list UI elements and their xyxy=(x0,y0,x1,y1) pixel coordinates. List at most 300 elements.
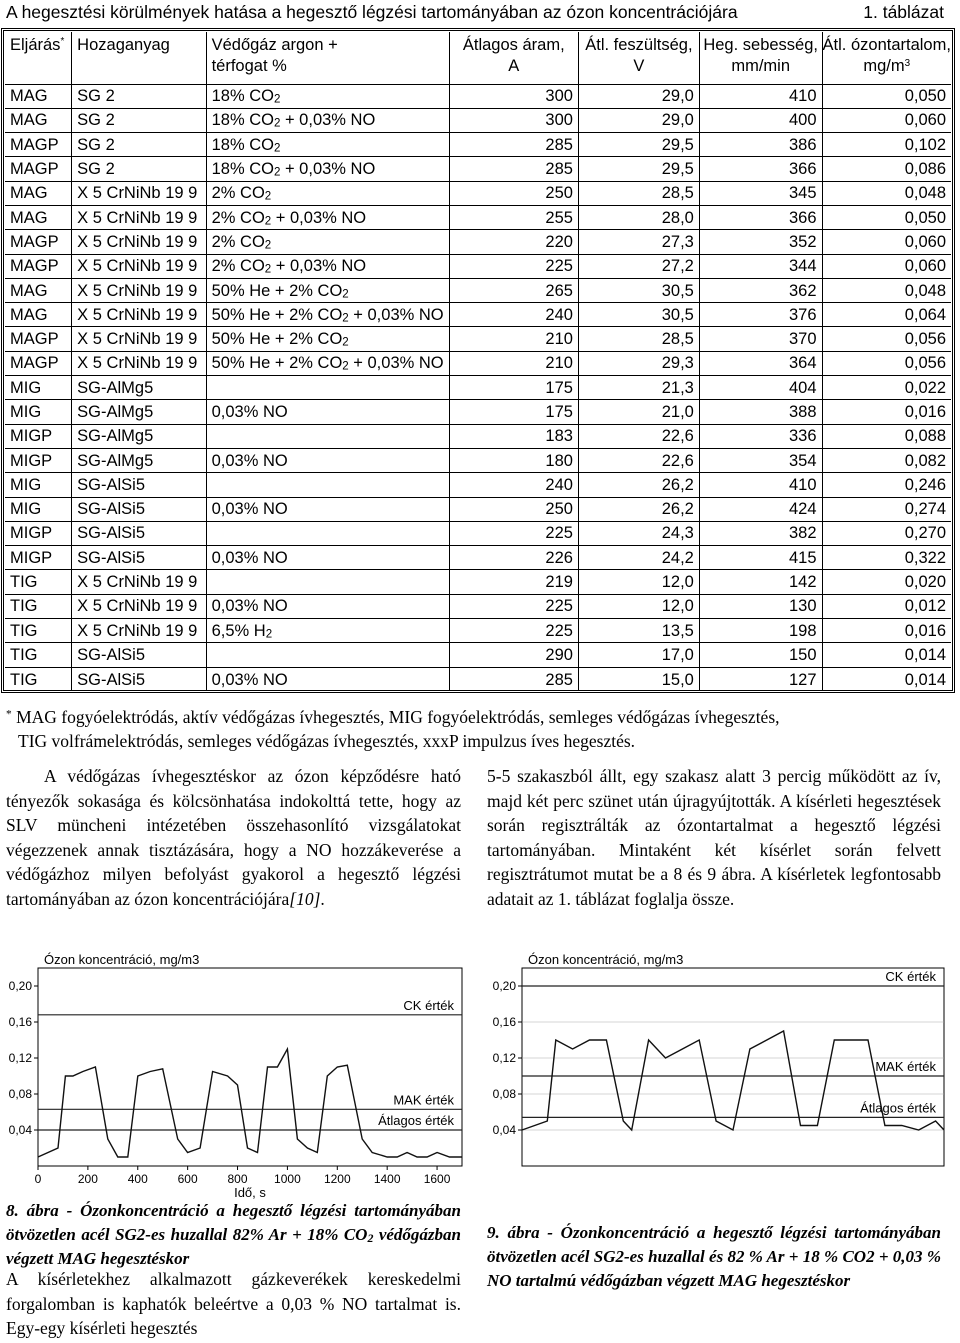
cell-ozone: 0,322 xyxy=(822,546,951,570)
cell-filler: X 5 CrNiNb 19 9 xyxy=(72,181,206,205)
cell-current: 285 xyxy=(449,157,578,181)
cell-voltage: 29,3 xyxy=(578,351,699,375)
cell-gas xyxy=(206,84,449,108)
y-tick-label: 0,08 xyxy=(492,1087,516,1101)
cell-process: MAGP xyxy=(5,230,72,254)
y-tick-label: 0,20 xyxy=(492,979,516,993)
cell-voltage: 13,5 xyxy=(578,619,699,643)
cell-voltage: 28,5 xyxy=(578,327,699,351)
cell-gas-sub: 2 xyxy=(264,215,272,228)
y-tick-label: 0,04 xyxy=(492,1123,516,1137)
cell-ozone: 0,082 xyxy=(822,448,951,472)
cell-speed: 345 xyxy=(699,181,822,205)
cell-gas xyxy=(206,667,449,691)
y-tick-label: 0,16 xyxy=(492,1015,516,1029)
table-title-text: A hegesztési körülmények hatása a hegesztő légzési tartományában az ózon koncentrációjára xyxy=(6,2,738,22)
cell-process: MIG xyxy=(5,376,72,400)
cell-voltage: 21,0 xyxy=(578,400,699,424)
chart-title: Ózon koncentráció, mg/m3 xyxy=(44,952,200,967)
cell-speed: 127 xyxy=(699,667,822,691)
cell-process: MAG xyxy=(5,84,72,108)
cell-filler: X 5 CrNiNb 19 9 xyxy=(72,327,206,351)
cell-gas xyxy=(206,594,449,618)
cell-current: 225 xyxy=(449,521,578,545)
cell-voltage: 28,5 xyxy=(578,181,699,205)
cell-gas-sub: 2 xyxy=(273,166,281,179)
cell-gas-text: 50% He + 2% CO xyxy=(211,281,343,300)
cell-speed: 336 xyxy=(699,424,822,448)
cell-voltage: 21,3 xyxy=(578,376,699,400)
cell-ozone: 0,102 xyxy=(822,133,951,157)
cell-ozone: 0,016 xyxy=(822,619,951,643)
table-title xyxy=(6,0,952,24)
footnote xyxy=(6,705,954,753)
body-after-figure8: A kísérletekhez alkalmazott gázkeverékek kereskedelmi forgalomban is kaphatók beleértve a 0,03 % NO tartalmat is. Egy-egy kísérleti hegesztés xyxy=(6,1269,461,1339)
figure9-caption-text: - Ózonkoncentráció a hegesztő légzési tartományában ötvözetlen acél SG2-es huzallal és 82 % Ar + 18 % CO2 + 0,03 % NO tartalmú védőgázban végzett MAG hegesztéskor xyxy=(487,1223,942,1290)
cell-filler: SG-AlSi5 xyxy=(72,643,206,667)
footnote-line2: TIG volfrámelektródás, semleges védőgázas ívhegesztés, xxxP impulzus íves hegesztés. xyxy=(18,731,636,751)
cell-speed: 142 xyxy=(699,570,822,594)
cell-gas-sub: 2 xyxy=(342,336,349,349)
table-row xyxy=(5,570,951,594)
cell-ozone: 0,270 xyxy=(822,521,951,545)
cell-voltage: 27,2 xyxy=(578,254,699,278)
cell-speed: 382 xyxy=(699,521,822,545)
header-ozone-sup: 3 xyxy=(904,58,911,70)
table-row xyxy=(5,108,951,132)
cell-speed: 424 xyxy=(699,497,822,521)
y-tick-label: 0,08 xyxy=(8,1087,32,1101)
cell-gas xyxy=(206,351,449,375)
cell-current: 250 xyxy=(449,497,578,521)
cell-voltage: 30,5 xyxy=(578,303,699,327)
cell-gas-sub: 2 xyxy=(342,361,349,374)
cell-ozone: 0,014 xyxy=(822,667,951,691)
cell-gas-text: 2% CO xyxy=(211,208,265,227)
table-row xyxy=(5,546,951,570)
cell-ozone: 0,050 xyxy=(822,205,951,229)
cell-filler: X 5 CrNiNb 19 9 xyxy=(72,278,206,302)
cell-gas-text: 18% CO xyxy=(211,87,274,106)
x-tick-label: 0 xyxy=(34,1172,42,1186)
cell-gas-sub: 2 xyxy=(342,312,349,325)
cell-ozone: 0,056 xyxy=(822,327,951,351)
cell-voltage: 26,2 xyxy=(578,497,699,521)
header-gas-line2: térfogat % xyxy=(211,57,287,75)
cell-process: MIGP xyxy=(5,546,72,570)
cell-current: 210 xyxy=(449,351,578,375)
cell-filler: SG-AlMg5 xyxy=(72,448,206,472)
figure9-caption xyxy=(487,1221,941,1293)
x-tick-label: 1600 xyxy=(423,1172,451,1186)
cell-process: TIG xyxy=(5,570,72,594)
cell-speed: 362 xyxy=(699,278,822,302)
header-current xyxy=(449,32,578,84)
body-left-end: . xyxy=(320,888,325,909)
table-row xyxy=(5,278,951,302)
cell-ozone: 0,048 xyxy=(822,181,951,205)
cell-speed: 404 xyxy=(699,376,822,400)
cell-voltage: 22,6 xyxy=(578,448,699,472)
cell-voltage: 29,0 xyxy=(578,84,699,108)
table-row xyxy=(5,497,951,521)
footnote-mark: * xyxy=(6,708,12,721)
footnote-line1-text: MAG fogyóelektródás, aktív védőgázas ívhegesztés, MIG fogyóelektródás, semleges védőgázas ívhegesztés, xyxy=(16,707,780,727)
cell-process: MAGP xyxy=(5,351,72,375)
cell-process: MIGP xyxy=(5,424,72,448)
cell-filler: SG-AlMg5 xyxy=(72,376,206,400)
cell-process: TIG xyxy=(10,670,38,689)
cell-gas xyxy=(206,108,449,132)
footnote-line1 xyxy=(6,705,954,729)
cell-gas xyxy=(206,497,449,521)
header-process-mark: * xyxy=(60,36,65,48)
chart-title: Ózon koncentráció, mg/m3 xyxy=(528,952,684,967)
table-body xyxy=(5,84,951,691)
y-tick-label: 0,16 xyxy=(8,1015,32,1029)
cell-gas-text: 18% CO xyxy=(211,135,274,154)
cell-gas xyxy=(206,546,449,570)
cell-voltage: 12,0 xyxy=(578,594,699,618)
header-voltage-line1: Átl. feszültség, xyxy=(585,36,693,54)
cell-voltage: 26,2 xyxy=(578,473,699,497)
cell-gas-text: 50% He + 2% CO xyxy=(211,330,343,349)
cell-ozone: 0,060 xyxy=(822,254,951,278)
header-gas xyxy=(206,32,449,84)
cell-voltage: 24,3 xyxy=(578,521,699,545)
table-row xyxy=(5,643,951,667)
cell-ozone: 0,048 xyxy=(822,278,951,302)
cell-process: MAGP xyxy=(5,254,72,278)
cell-current: 250 xyxy=(449,181,578,205)
x-tick-label: 1200 xyxy=(323,1172,351,1186)
cell-gas-tail: + 0,03% NO xyxy=(271,208,367,227)
reference-label: CK érték xyxy=(403,997,454,1013)
cell-current: 290 xyxy=(449,643,578,667)
cell-current: 225 xyxy=(449,619,578,643)
cell-gas-text: 0,03% NO xyxy=(211,548,288,567)
cell-gas-sub: 2 xyxy=(273,93,281,106)
table-row xyxy=(5,424,951,448)
figure8-caption-sub: 2 xyxy=(367,1230,374,1245)
cell-process: MIG xyxy=(5,497,72,521)
cell-gas-tail: + 0,03% NO xyxy=(280,111,376,130)
cell-gas xyxy=(206,157,449,181)
table-row xyxy=(5,327,951,351)
cell-filler: SG-AlSi5 xyxy=(72,667,206,691)
cell-gas-tail: + 0,03% NO xyxy=(348,354,444,373)
cell-gas xyxy=(206,400,449,424)
cell-voltage: 15,0 xyxy=(578,667,699,691)
cell-speed: 130 xyxy=(699,594,822,618)
cell-filler: SG-AlMg5 xyxy=(72,400,206,424)
body-left-text: A védőgázas ívhegesztéskor az ózon képződésre ható tényezők sokasága és kölcsönhatása indokolttá tette, hogy az SLV müncheni intézetében összehasonlító vizsgálatokat végezzenek annak tisztázására, hogy a NO hozzákeverése a védőgázhoz milyen befolyást gyakorol a hegesztő légzési tartományában az ózon koncentrációjára xyxy=(6,766,461,909)
y-tick-label: 0,12 xyxy=(8,1051,32,1065)
table-row xyxy=(5,157,951,181)
cell-current: 226 xyxy=(449,546,578,570)
header-ozone-line1: Átl. ózontartalom, xyxy=(822,36,951,54)
cell-voltage: 27,3 xyxy=(578,230,699,254)
table-row xyxy=(5,448,951,472)
cell-filler: SG 2 xyxy=(72,157,206,181)
figure8-chart xyxy=(0,948,472,1200)
cell-gas-sub: 2 xyxy=(264,239,272,252)
reference-label: MAK érték xyxy=(393,1092,454,1108)
body-left-ref: [10] xyxy=(289,888,321,909)
x-tick-label: 800 xyxy=(227,1172,248,1186)
cell-current: 225 xyxy=(449,594,578,618)
cell-process: MIGP xyxy=(5,521,72,545)
cell-process: MAGP xyxy=(5,157,72,181)
cell-filler: X 5 CrNiNb 19 9 xyxy=(72,619,206,643)
x-axis-label: Idő, s xyxy=(234,1185,266,1200)
cell-process: MIGP xyxy=(5,448,72,472)
cell-gas-sub: 2 xyxy=(264,191,272,204)
cell-speed: 388 xyxy=(699,400,822,424)
cell-gas-tail: + 0,03% NO xyxy=(348,305,444,324)
cell-gas xyxy=(206,303,449,327)
cell-filler: X 5 CrNiNb 19 9 xyxy=(72,303,206,327)
header-speed xyxy=(699,32,822,84)
cell-speed: 364 xyxy=(699,351,822,375)
cell-speed: 150 xyxy=(699,643,822,667)
cell-ozone: 0,056 xyxy=(822,351,951,375)
header-gas-line1: Védőgáz argon + xyxy=(211,36,338,54)
cell-current: 225 xyxy=(449,254,578,278)
table-row xyxy=(5,376,951,400)
cell-gas xyxy=(206,278,449,302)
cell-speed: 386 xyxy=(699,133,822,157)
header-speed-line2: mm/min xyxy=(731,57,791,75)
header-voltage-line2: V xyxy=(633,57,645,75)
cell-gas xyxy=(206,181,449,205)
cell-filler: SG 2 xyxy=(72,133,206,157)
cell-voltage: 30,5 xyxy=(578,278,699,302)
y-tick-label: 0,20 xyxy=(8,979,32,993)
cell-voltage: 12,0 xyxy=(578,570,699,594)
cell-voltage: 28,0 xyxy=(578,205,699,229)
cell-process: MIG xyxy=(5,473,72,497)
cell-filler: SG 2 xyxy=(72,108,206,132)
cell-filler: SG-AlSi5 xyxy=(72,546,206,570)
cell-process: MAG xyxy=(5,278,72,302)
cell-gas-text: 2% CO xyxy=(211,184,265,203)
cell-current: 180 xyxy=(449,448,578,472)
cell-filler: X 5 CrNiNb 19 9 xyxy=(72,205,206,229)
cell-current: 183 xyxy=(449,424,578,448)
cell-ozone: 0,086 xyxy=(822,157,951,181)
table-row xyxy=(5,84,951,108)
table-row xyxy=(5,619,951,643)
cell-ozone: 0,246 xyxy=(822,473,951,497)
cell-ozone: 0,088 xyxy=(822,424,951,448)
cell-gas-text: 18% CO xyxy=(211,111,274,130)
cell-voltage: 24,2 xyxy=(578,546,699,570)
cell-filler: X 5 CrNiNb 19 9 xyxy=(72,570,206,594)
table-row xyxy=(5,667,951,691)
cell-gas-tail: + 0,03% NO xyxy=(280,160,376,179)
cell-ozone: 0,274 xyxy=(822,497,951,521)
cell-voltage: 22,6 xyxy=(578,424,699,448)
table-row xyxy=(5,303,951,327)
cell-speed: 198 xyxy=(699,619,822,643)
cell-filler: SG-AlMg5 xyxy=(72,424,206,448)
cell-speed: 376 xyxy=(699,303,822,327)
cell-ozone: 0,064 xyxy=(822,303,951,327)
table-row xyxy=(5,351,951,375)
figure8-caption xyxy=(6,1199,461,1271)
cell-gas xyxy=(206,448,449,472)
cell-gas-text: 0,03% NO xyxy=(211,597,288,616)
cell-speed: 370 xyxy=(699,327,822,351)
cell-filler: X 5 CrNiNb 19 9 xyxy=(72,230,206,254)
cell-process: MAGP xyxy=(5,133,72,157)
cell-gas xyxy=(206,424,449,448)
cell-gas xyxy=(206,619,449,643)
x-tick-label: 600 xyxy=(177,1172,198,1186)
cell-ozone: 0,060 xyxy=(822,108,951,132)
cell-process: MAG xyxy=(5,303,72,327)
cell-speed: 410 xyxy=(699,84,822,108)
cell-process: TIG xyxy=(5,619,72,643)
cell-gas-text: 0,03% NO xyxy=(211,451,288,470)
cell-current: 300 xyxy=(449,108,578,132)
cell-gas-sub: 2 xyxy=(273,118,281,131)
y-tick-label: 0,12 xyxy=(492,1051,516,1065)
x-tick-label: 400 xyxy=(127,1172,148,1186)
cell-process: TIG xyxy=(5,594,72,618)
cell-gas-sub: 2 xyxy=(342,288,349,301)
figure8-caption-num: 8. ábra xyxy=(6,1201,59,1220)
cell-speed: 400 xyxy=(699,108,822,132)
reference-label: Átlagos érték xyxy=(378,1113,454,1128)
cell-gas-text: 50% He + 2% CO xyxy=(211,354,343,373)
cell-current: 240 xyxy=(449,473,578,497)
figure9-chart xyxy=(482,948,952,1173)
table-number: 1. táblázat xyxy=(863,2,944,22)
cell-voltage: 17,0 xyxy=(578,643,699,667)
table-row xyxy=(5,181,951,205)
figure8-caption-end: védőgázban végzett MAG hegesztéskor xyxy=(6,1225,461,1268)
cell-gas xyxy=(206,133,449,157)
cell-process: TIG xyxy=(5,643,72,667)
cell-gas-text: 0,03% NO xyxy=(211,500,288,519)
cell-gas xyxy=(206,205,449,229)
header-voltage xyxy=(578,32,699,84)
cell-gas xyxy=(206,376,449,400)
cell-process: MIG xyxy=(5,400,72,424)
cell-gas xyxy=(206,327,449,351)
cell-process: MAG xyxy=(5,108,72,132)
reference-label: CK érték xyxy=(885,969,936,984)
cell-current: 210 xyxy=(449,327,578,351)
cell-gas-sub: 2 xyxy=(264,263,272,276)
x-tick-label: 1000 xyxy=(274,1172,301,1186)
cell-gas-tail: + 0,03% NO xyxy=(271,257,367,276)
header-current-line2: A xyxy=(508,57,520,75)
cell-gas xyxy=(206,643,449,667)
cell-filler: SG-AlSi5 xyxy=(72,521,206,545)
table-row xyxy=(5,594,951,618)
cell-gas xyxy=(206,254,449,278)
cell-current: 285 xyxy=(449,667,578,691)
header-filler: Hozaganyag xyxy=(72,32,206,84)
cell-gas xyxy=(206,473,449,497)
header-ozone xyxy=(822,32,951,84)
header-process xyxy=(5,32,72,84)
cell-speed: 366 xyxy=(699,157,822,181)
cell-ozone: 0,060 xyxy=(822,230,951,254)
cell-gas-text: 6,5% H xyxy=(211,621,266,640)
table-row xyxy=(5,205,951,229)
figure9-caption-num: 9. ábra xyxy=(487,1223,540,1242)
cell-gas xyxy=(206,230,449,254)
y-tick-label: 0,04 xyxy=(8,1123,32,1137)
cell-current: 300 xyxy=(449,84,578,108)
cell-process: MAG xyxy=(5,181,72,205)
table-row xyxy=(5,400,951,424)
cell-filler: X 5 CrNiNb 19 9 xyxy=(72,351,206,375)
cell-filler: X 5 CrNiNb 19 9 xyxy=(72,254,206,278)
cell-gas-text: 50% He + 2% CO xyxy=(211,305,343,324)
body-right-paragraph: 5-5 szakaszból állt, egy szakasz alatt 3 percig működött az ív, majd két perc szünet után újragyújtották. A kísérleti hegesztések során regisztrálták az ózontartalmat a hegesztő légzési tartományában. Mintaként két kísérlet során felvett regisztrátumot mutat be a 8 és 9 ábra. A kísérletek legfontosabb adatait az 1. táblázat foglalja össze. xyxy=(487,766,941,909)
table-row xyxy=(5,521,951,545)
plot-area xyxy=(38,968,462,1166)
cell-gas xyxy=(206,570,449,594)
cell-gas-text: 0,03% NO xyxy=(211,403,288,421)
cell-filler: SG-AlSi5 xyxy=(72,497,206,521)
cell-gas-text: 0,03% NO xyxy=(211,670,288,689)
cell-process: MAGP xyxy=(5,327,72,351)
cell-ozone: 0,012 xyxy=(822,594,951,618)
cell-gas-text: 2% CO xyxy=(211,257,265,276)
cell-ozone: 0,014 xyxy=(822,643,951,667)
cell-current: 255 xyxy=(449,205,578,229)
cell-ozone: 0,050 xyxy=(822,84,951,108)
cell-current: 265 xyxy=(449,278,578,302)
cell-process: MAG xyxy=(5,205,72,229)
cell-speed: 354 xyxy=(699,448,822,472)
cell-ozone: 0,020 xyxy=(822,570,951,594)
cell-current: 285 xyxy=(449,133,578,157)
cell-speed: 415 xyxy=(699,546,822,570)
reference-label: MAK érték xyxy=(875,1059,936,1074)
data-table xyxy=(5,32,951,691)
cell-filler: X 5 CrNiNb 19 9 xyxy=(72,594,206,618)
table-row xyxy=(5,254,951,278)
cell-current: 175 xyxy=(449,400,578,424)
table-row xyxy=(5,230,951,254)
cell-voltage: 29,5 xyxy=(578,157,699,181)
cell-current: 220 xyxy=(449,230,578,254)
reference-label: Átlagos érték xyxy=(860,1100,936,1116)
x-tick-label: 1400 xyxy=(373,1172,401,1186)
cell-speed: 410 xyxy=(699,473,822,497)
cell-voltage: 29,0 xyxy=(578,108,699,132)
cell-ozone: 0,016 xyxy=(822,400,951,424)
table-row xyxy=(5,473,951,497)
header-process-label: Eljárás xyxy=(10,36,61,54)
figure8-caption-text: - Ózonkoncentráció a hegesztő légzési tartományában ötvözetlen acél SG2-es huzallal 82% Ar + 18% CO xyxy=(6,1201,462,1244)
cell-gas-sub: 2 xyxy=(265,628,273,641)
cell-ozone: 0,022 xyxy=(822,376,951,400)
cell-gas-text: 18% CO xyxy=(211,160,274,179)
cell-gas xyxy=(206,521,449,545)
header-ozone-line2: mg/m xyxy=(863,57,905,75)
x-tick-label: 200 xyxy=(77,1172,98,1186)
cell-current: 240 xyxy=(449,303,578,327)
cell-filler: SG-AlSi5 xyxy=(72,473,206,497)
